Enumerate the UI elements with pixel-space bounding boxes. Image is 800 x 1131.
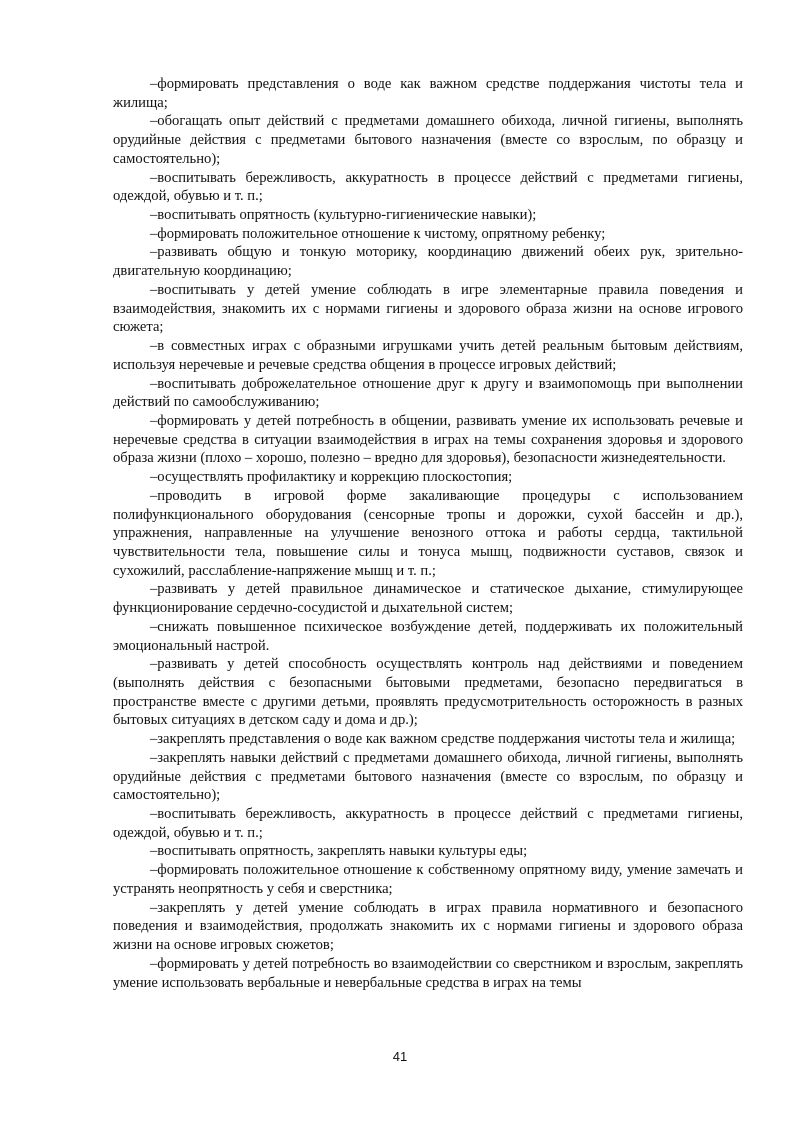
- paragraph: –закреплять представления о воде как важном средстве поддержания чистоты тела и жилища;: [150, 731, 736, 748]
- paragraph: –снижать повышенное психическое возбуждение детей, поддерживать их положительный эмоциональный настрой.: [113, 618, 743, 654]
- paragraph: –воспитывать бережливость, аккуратность в процессе действий с предметами гигиены, одеждой, обувью и т. п.;: [113, 806, 743, 841]
- paragraph: –формировать положительное отношение к собственному опрятному виду, умение замечать и устранять неопрятность у себя и сверстника;: [113, 862, 743, 897]
- paragraph: –формировать положительное отношение к чистому, опрятному ребенку;: [150, 225, 606, 242]
- paragraph: –воспитывать опрятность (культурно-гигиенические навыки);: [150, 207, 537, 224]
- page-number: 41: [392, 1049, 408, 1064]
- page-body: [113, 75, 743, 992]
- paragraph: –обогащать опыт действий с предметами домашнего обихода, личной гигиены, выполнять орудийные действия с предметами бытового назначения (вместе со взрослым, по образцу и самостоятельно);: [113, 113, 743, 167]
- paragraph: –развивать у детей способность осуществлять контроль над действиями и поведением (выполнять действия с безопасными бытовыми предметами, безопасно передвигаться в пространстве вместе с другими детьми, проявлять предусмотрительность осторожность в разных бытовых ситуациях в детском саду и дома и др.);: [113, 656, 743, 729]
- paragraph: –в совместных играх с образными игрушками учить детей реальным бытовым действиям, используя неречевые и речевые средства общения в процессе игровых действий;: [113, 338, 743, 373]
- paragraph: –воспитывать опрятность, закреплять навыки культуры еды;: [150, 843, 528, 860]
- paragraph: –формировать у детей потребность в общении, развивать умение их использовать речевые и неречевые средства в ситуации взаимодействия в играх на темы сохранения здоровья и здорового образа жизни (плохо – хорошо, полезно – вредно для здоровья), безопасности жизнедеятельности.: [113, 412, 743, 467]
- paragraph: –развивать у детей правильное динамическое и статическое дыхание, стимулирующее функционирование сердечно-сосудистой и дыхательной систем;: [113, 581, 743, 617]
- paragraph: –формировать представления о воде как важном средстве поддержания чистоты тела и жилища;: [113, 76, 743, 111]
- paragraph: –воспитывать у детей умение соблюдать в игре элементарные правила поведения и взаимодействия, знакомить их с нормами гигиены и здорового образа жизни на основе игрового сюжета;: [113, 281, 743, 336]
- paragraph: –воспитывать доброжелательное отношение друг к другу и взаимопомощь при выполнении действий по самообслуживанию;: [113, 375, 743, 411]
- paragraph: –осуществлять профилактику и коррекцию плоскостопия;: [150, 469, 513, 486]
- paragraph: –закреплять навыки действий с предметами домашнего обихода, личной гигиены, выполнять орудийные действия с предметами бытового назначения (вместе со взрослым, по образцу и самостоятельно);: [113, 749, 743, 804]
- paragraph: –воспитывать бережливость, аккуратность в процессе действий с предметами гигиены, одеждой, обувью и т. п.;: [113, 169, 743, 205]
- paragraph: –формировать у детей потребность во взаимодействии со сверстником и взрослым, закреплять умение использовать вербальные и невербальные средства в играх на темы: [113, 955, 743, 991]
- paragraph: –закреплять у детей умение соблюдать в играх правила нормативного и безопасного поведения и взаимодействия, продолжать знакомить их с нормами гигиены и здорового образа жизни на основе игровых сюжетов;: [113, 899, 743, 954]
- paragraph: –развивать общую и тонкую моторику, координацию движений обеих рук, зрительно-двигательную координацию;: [113, 244, 743, 280]
- paragraph: –проводить в игровой форме закаливающие процедуры с использованием полифункционального оборудования (сенсорные тропы и дорожки, сухой бассейн и др.), упражнения, направленные на улучшение венозного оттока и работы сердца, тактильной чувствительности тела, повышение силы и тонуса мышц, подвижности суставов, связок и сухожилий, расслабление-напряжение мышц и т. п.;: [113, 487, 743, 579]
